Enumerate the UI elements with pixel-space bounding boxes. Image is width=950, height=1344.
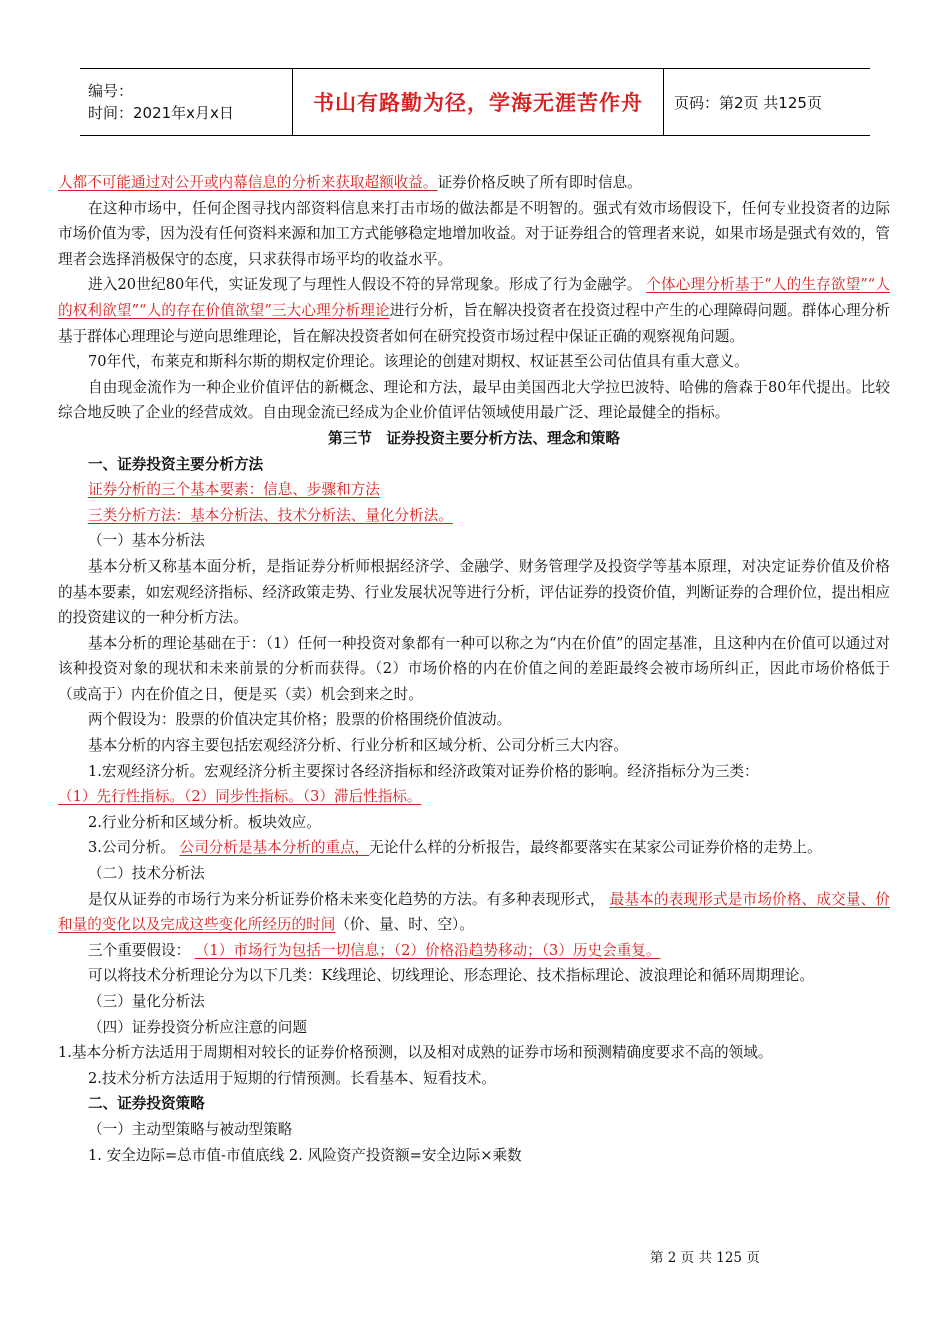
paragraph: 2.行业分析和区域分析。板块效应。 xyxy=(88,813,321,831)
paragraph-text: 进入20世纪80年代，实证发现了与理性人假设不符的异常现象。形成了行为金融学。 xyxy=(88,276,642,294)
highlight-text: （1）市场行为包括一切信息；（2）价格沿趋势移动；（3）历史会重复。 xyxy=(194,941,661,959)
subheading: （一）主动型策略与被动型策略 xyxy=(88,1120,293,1138)
paragraph xyxy=(58,835,890,861)
paragraph: 基本分析的内容主要包括宏观经济分析、行业分析和区域分析、公司分析三大内容。 xyxy=(88,737,628,755)
paragraph: 70年代，布莱克和斯科尔斯的期权定价理论。该理论的创建对期权、权证甚至公司估值具有重大意义。 xyxy=(88,353,749,371)
highlight-text: 最基本的表现形式是市场价格、成交量、价和量的变化以及完成这些变化所经历的时间 xyxy=(58,890,890,934)
highlight-line xyxy=(58,503,890,529)
number-label: 编号： xyxy=(88,82,134,100)
paragraph-text: 3.公司分析。 xyxy=(88,839,175,857)
header-motto-cell xyxy=(292,69,664,135)
heading-2: 二、证券投资策略 xyxy=(88,1095,205,1113)
paragraph: 基本分析又称基本面分析，是指证券分析师根据经济学、金融学、财务管理学及投资学等基本原理，对决定证券价值及价格的基本要素，如宏观经济指标、经济政策走势、行业发展状况等进行分析，评估证券的投资价值，判断证券的合理价位，提出相应的投资建议的一种分析方法。 xyxy=(58,557,890,627)
highlight-text: 人都不可能通过对公开或内幕信息的分析来获取超额收益。 xyxy=(58,174,438,191)
subheading: （三）量化分析法 xyxy=(88,993,205,1010)
heading-1: 一、证券投资主要分析方法 xyxy=(88,455,264,473)
paragraph-text: （价、量、时、空）。 xyxy=(335,916,474,934)
section-title: 第三节 证券投资主要分析方法、理念和策略 xyxy=(328,429,620,447)
subheading: （四）证券投资分析应注意的问题 xyxy=(88,1018,307,1036)
highlight-text: 三类分析方法：基本分析法、技术分析法、量化分析法。 xyxy=(88,506,453,524)
highlight-text: （1）先行性指标。（2）同步性指标。（3）滞后性指标。 xyxy=(58,788,422,806)
highlight-text: 证券分析的三个基本要素：信息、步骤和方法 xyxy=(88,481,380,499)
paragraph xyxy=(58,938,890,964)
page-header xyxy=(80,68,870,136)
paragraph: 1. 安全边际=总市值-市值底线 2. 风险资产投资额=安全边际×乘数 xyxy=(88,1146,522,1164)
paragraph xyxy=(58,170,890,196)
header-page-cell xyxy=(664,69,822,135)
paragraph-text: 证券价格反映了所有即时信息。 xyxy=(437,174,642,191)
document-body xyxy=(58,170,890,1168)
motto: 书山有路勤为径，学海无涯苦作舟 xyxy=(313,91,643,115)
paragraph-text: 进行分析，旨在解决投资者在投资过程中产生的心理障碍问题。群体心理分析基于群体心理理论与逆向思维理论，旨在解决投资者如何在研究投资市场过程中保证正确的观察视角问题。 xyxy=(58,301,890,345)
subheading: （一）基本分析法 xyxy=(88,532,205,550)
highlight-text: 公司分析是基本分析的重点， xyxy=(179,839,370,857)
paragraph: 2.技术分析方法适用于短期的行情预测。长看基本、短看技术。 xyxy=(88,1069,496,1087)
subheading: （二）技术分析法 xyxy=(88,865,205,883)
highlight-line xyxy=(58,784,890,810)
paragraph-text: 三个重要假设： xyxy=(88,941,191,959)
paragraph xyxy=(58,272,890,349)
paragraph-text: 是仅从证券的市场行为来分析证券价格未来变化趋势的方法。有多种表现形式， xyxy=(88,890,605,908)
paragraph-text: 无论什么样的分析报告，最终都要落实在某家公司证券价格的走势上。 xyxy=(369,839,822,857)
time-label: 时间：2021年x月x日 xyxy=(88,104,234,122)
paragraph: 1.宏观经济分析。宏观经济分析主要探讨各经济指标和经济政策对证券价格的影响。经济指标分为三类： xyxy=(88,762,759,780)
header-meta xyxy=(80,69,292,135)
paragraph: 基本分析的理论基础在于：（1）任何一种投资对象都有一种可以称之为“内在价值”的固定基准，且这种内在价值可以通过对该种投资对象的现状和未来前景的分析而获得。（2）市场价格的内在价值之间的差距最终会被市场所纠正，因此市场价格低于（或高于）内在价值之日，便是买（卖）机会到来之时。 xyxy=(58,634,890,703)
highlight-line xyxy=(58,477,890,503)
paragraph xyxy=(58,887,890,938)
page-footer: 第 2 页 共 125 页 xyxy=(650,1250,760,1266)
paragraph: 可以将技术分析理论分为以下几类：K线理论、切线理论、形态理论、技术指标理论、波浪理论和循环周期理论。 xyxy=(88,967,815,985)
paragraph: 1.基本分析方法适用于周期相对较长的证券价格预测，以及相对成熟的证券市场和预测精确度要求不高的领域。 xyxy=(58,1044,773,1062)
highlight-text: 个体心理分析基于“人的生存欲望”“人的权利欲望”“人的存在价值欲望”三大心理分析理论 xyxy=(58,276,890,319)
paragraph: 自由现金流作为一种企业价值评估的新概念、理论和方法，最早由美国西北大学拉巴波特、哈佛的詹森于80年代提出。比较综合地反映了企业的经营成效。自由现金流已经成为企业价值评估领域使用最广泛、理论最健全的指标。 xyxy=(58,378,890,422)
page-info: 页码：第2页 共125页 xyxy=(674,93,822,112)
paragraph: 两个假设为：股票的价值决定其价格；股票的价格围绕价值波动。 xyxy=(88,711,512,729)
paragraph: 在这种市场中，任何企图寻找内部资料信息来打击市场的做法都是不明智的。强式有效市场假设下，任何专业投资者的边际市场价值为零，因为没有任何资料来源和加工方式能够稳定地增加收益。对于证券组合的管理者来说，如果市场是强式有效的，管理者会选择消极保守的态度，只求获得市场平均的收益水平。 xyxy=(58,199,890,268)
